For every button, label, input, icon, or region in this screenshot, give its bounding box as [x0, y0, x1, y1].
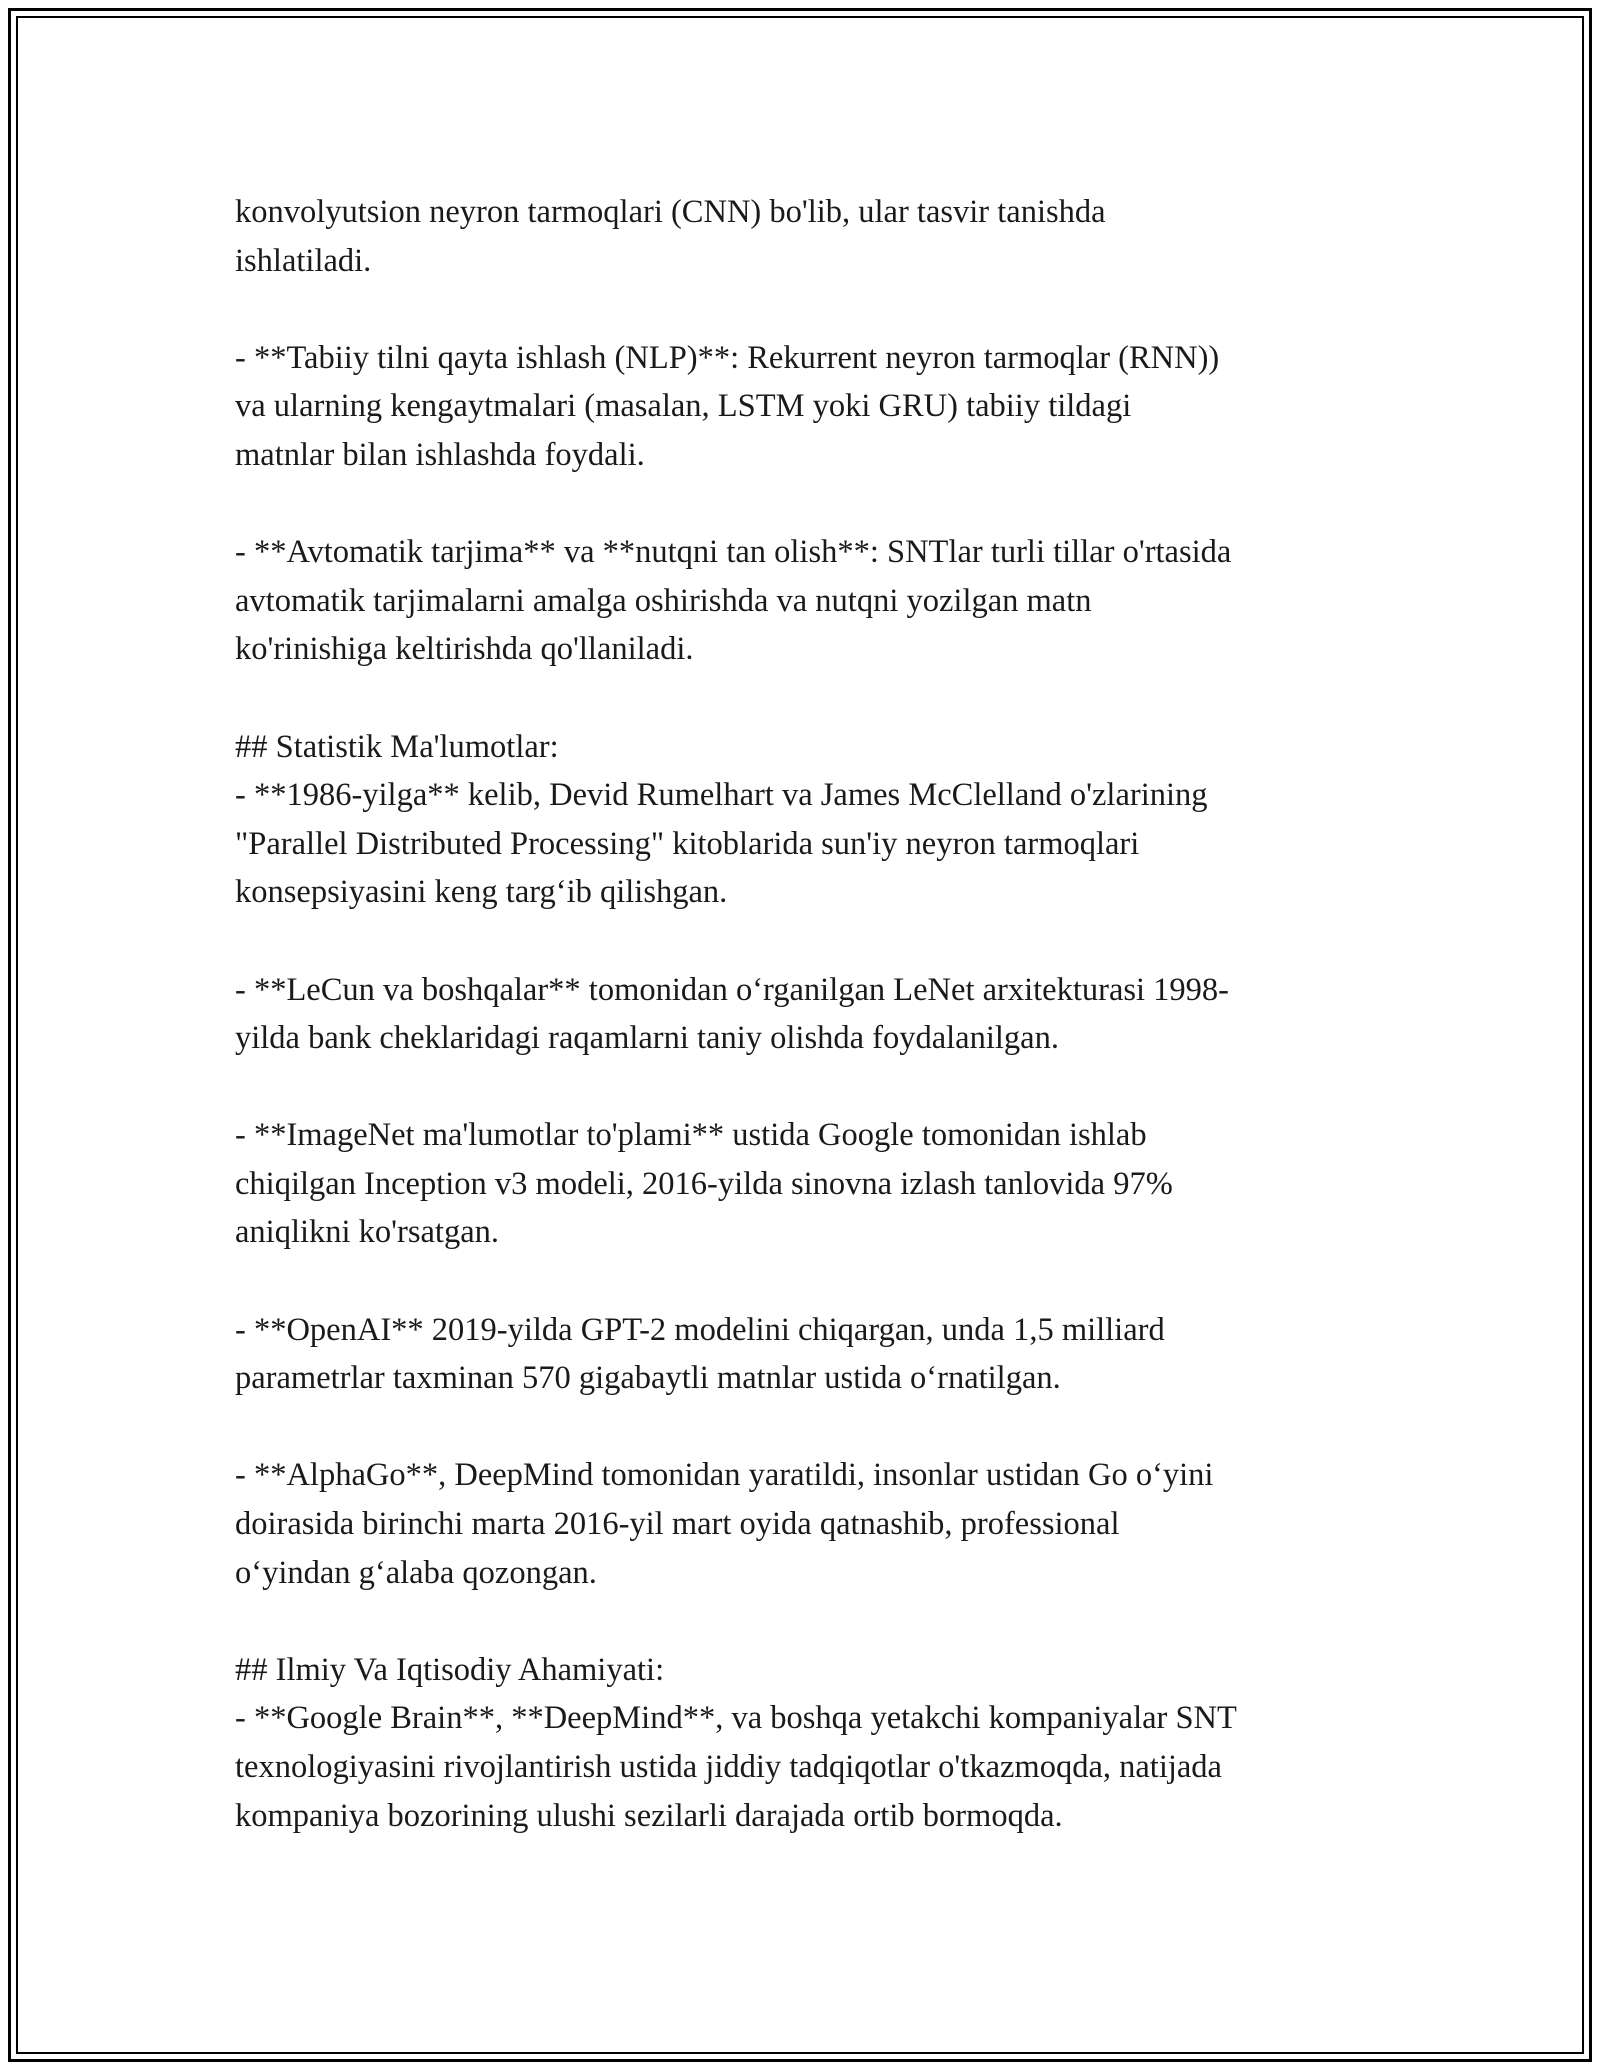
text-line: aniqlikni ko'rsatgan.	[235, 1214, 499, 1251]
text-line: yilda bank cheklaridagi raqamlarni taniy olishda foydalanilgan.	[235, 1020, 1059, 1057]
paragraph-gap	[235, 285, 1385, 334]
paragraph-gap	[235, 1063, 1385, 1112]
text-line: doirasida birinchi marta 2016-yil mart oyida qatnashib, professional	[235, 1506, 1120, 1543]
text-line: avtomatik tarjimalarni amalga oshirishda va nutqni yozilgan matn	[235, 582, 1092, 619]
paragraph-openai	[235, 1306, 1385, 1403]
text-line: o‘yindan g‘alaba qozongan.	[235, 1554, 597, 1591]
paragraph-cnn	[235, 188, 1385, 285]
text-line: va ularning kengaytmalari (masalan, LSTM yoki GRU) tabiiy tildagi	[235, 388, 1132, 425]
text-line: ko'rinishiga keltirishda qo'llaniladi.	[235, 631, 694, 668]
text-line: konvolyutsion neyron tarmoqlari (CNN) bo'lib, ular tasvir tanishda	[235, 194, 1106, 230]
document-body	[235, 188, 1385, 1840]
section-heading: ## Statistik Ma'lumotlar:	[235, 728, 559, 765]
text-line: parametrlar taxminan 570 gigabaytli matnlar ustida o‘rnatilgan.	[235, 1360, 1061, 1397]
text-line: - **OpenAI** 2019-yilda GPT-2 modelini chiqargan, unda 1,5 milliard	[235, 1311, 1165, 1348]
text-line: - **LeCun va boshqalar** tomonidan o‘rganilgan LeNet arxitekturasi 1998-	[235, 971, 1229, 1008]
paragraph-gap	[235, 1257, 1385, 1306]
text-line: matnlar bilan ishlashda foydali.	[235, 436, 645, 473]
section-significance	[235, 1646, 1385, 1840]
section-heading: ## Ilmiy Va Iqtisodiy Ahamiyati:	[235, 1651, 665, 1688]
text-line: - **AlphaGo**, DeepMind tomonidan yaratildi, insonlar ustidan Go o‘yini	[235, 1457, 1214, 1494]
paragraph-lecun	[235, 966, 1385, 1063]
text-line: "Parallel Distributed Processing" kitoblarida sun'iy neyron tarmoqlari	[235, 825, 1140, 862]
text-line: - **Tabiiy tilni qayta ishlash (NLP)**: Rekurrent neyron tarmoqlar (RNN))	[235, 339, 1220, 376]
text-line: chiqilgan Inception v3 modeli, 2016-yilda sinovna izlash tanlovida 97%	[235, 1165, 1173, 1202]
text-line: kompaniya bozorining ulushi sezilarli darajada ortib bormoqda.	[235, 1797, 1063, 1834]
paragraph-alphago	[235, 1451, 1385, 1597]
text-line: - **ImageNet ma'lumotlar to'plami** ustida Google tomonidan ishlab	[235, 1117, 1147, 1154]
paragraph-gap	[235, 480, 1385, 529]
text-line: ishlatiladi.	[235, 242, 372, 279]
paragraph-gap	[235, 917, 1385, 966]
paragraph-translation	[235, 528, 1385, 674]
text-line: konsepsiyasini keng targ‘ib qilishgan.	[235, 874, 728, 911]
section-statistics	[235, 723, 1385, 917]
paragraph-gap	[235, 1597, 1385, 1646]
paragraph-imagenet	[235, 1111, 1385, 1257]
text-line: - **1986-yilga** kelib, Devid Rumelhart va James McClelland o'zlarining	[235, 777, 1208, 814]
text-line: - **Avtomatik tarjima** va **nutqni tan olish**: SNTlar turli tillar o'rtasida	[235, 534, 1232, 571]
paragraph-gap	[235, 674, 1385, 723]
text-line: texnologiyasini rivojlantirish ustida jiddiy tadqiqotlar o'tkazmoqda, natijada	[235, 1749, 1222, 1785]
paragraph-nlp	[235, 334, 1385, 480]
paragraph-gap	[235, 1403, 1385, 1452]
text-line: - **Google Brain**, **DeepMind**, va boshqa yetakchi kompaniyalar SNT	[235, 1700, 1237, 1737]
